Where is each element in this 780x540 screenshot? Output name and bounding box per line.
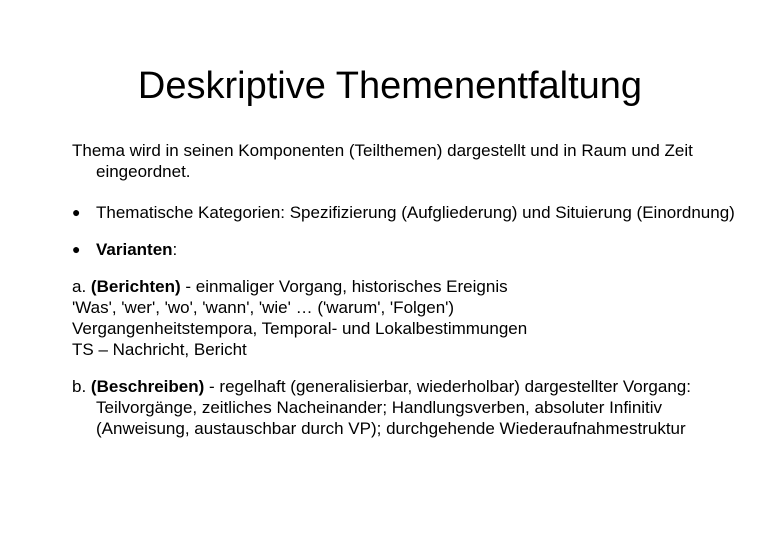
bullet-dot-icon: ● — [72, 204, 81, 220]
bullet-list — [72, 202, 752, 260]
variant-a-line: Vergangenheitstempora, Temporal- und Lokalbestimmungen — [72, 319, 528, 338]
intro-paragraph: Thema wird in seinen Komponenten (Teilthemen) dargestellt und in Raum und Zeit eingeordnet. — [72, 141, 693, 181]
bullet-item-varianten — [72, 239, 752, 260]
bullet-text: : — [172, 240, 178, 259]
bullet-heading: Varianten — [96, 240, 173, 259]
slide-title: Deskriptive Themenentfaltung — [137, 65, 643, 107]
variant-b-prefix: b. — [72, 377, 87, 396]
variant-a-line: TS – Nachricht, Bericht — [72, 340, 247, 359]
variant-b-heading: (Beschreiben) — [90, 377, 205, 396]
bullet-item-categories — [72, 202, 752, 223]
variant-b-text: - regelhaft (generalisierbar, wiederholbar) dargestellter Vorgang: Teilvorgänge, zeitliches Nacheinander; Handlungsverben, absoluter Infinitiv (Anweisung, austauschbar durch VP); durchgehende Wiederaufnahmestruktur — [96, 377, 691, 438]
bullet-dot-icon: ● — [72, 241, 81, 257]
slide-body — [72, 140, 752, 439]
bullet-text: Thematische Kategorien: Spezifizierung (Aufgliederung) und Situierung (Einordnung) — [96, 203, 735, 222]
variant-a-first-line: - einmaliger Vorgang, historisches Ereignis — [185, 277, 508, 296]
variant-b-paragraph — [72, 376, 752, 439]
variant-a-prefix: a. — [72, 277, 87, 296]
variant-a-heading: (Berichten) — [90, 277, 181, 296]
variant-a-paragraph — [72, 276, 752, 360]
variant-a-line: 'Was', 'wer', 'wo', 'wann', 'wie' … ('warum', 'Folgen') — [72, 298, 455, 317]
